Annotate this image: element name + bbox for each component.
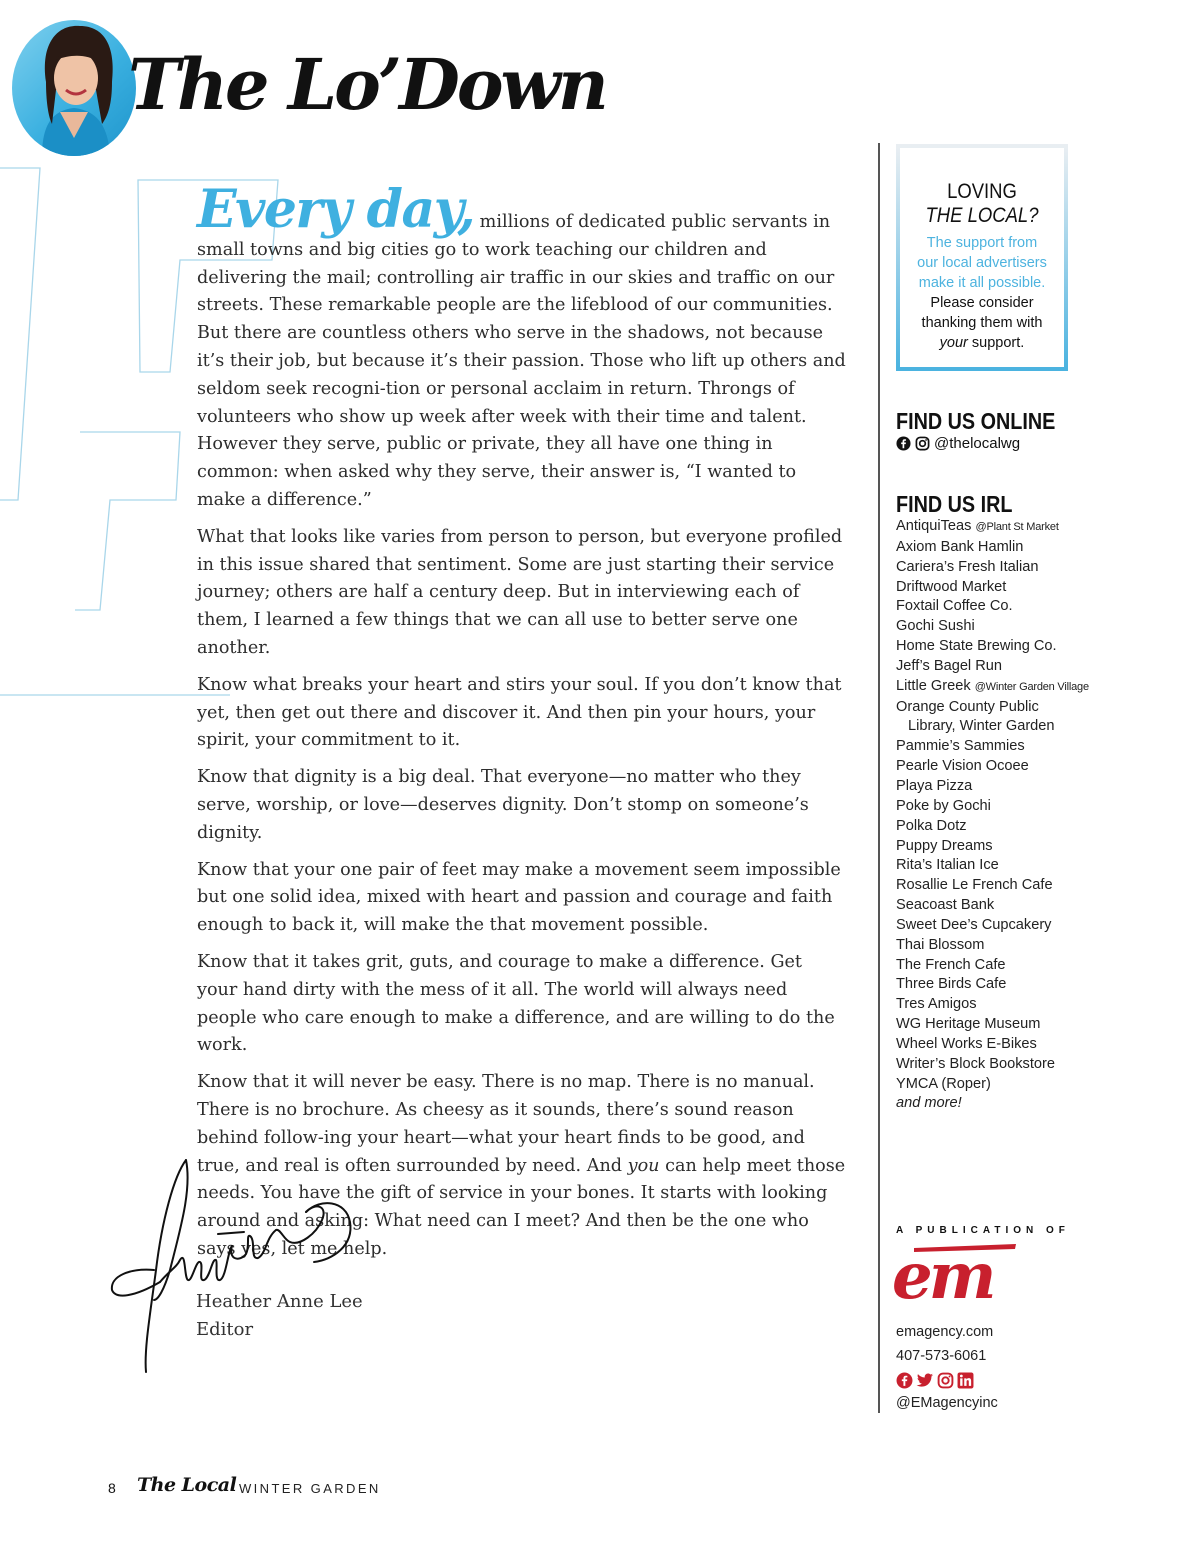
location-item: Axiom Bank Hamlin [896,538,1024,555]
online-handle[interactable]: @thelocalwg [934,435,1021,452]
location-more: and more! [896,1095,962,1112]
paragraph-4: Know what breaks your heart and stirs your soul. If you don’t know that yet, then get out there and discover it. And then pin your hours, your spirit, your commitment to it. [197,674,842,751]
editor-avatar [12,20,136,156]
location-item: Thai Blossom [896,936,985,953]
promo-heading-line2: THE LOCAL? [925,204,1039,227]
paragraph-7: Know that it takes grit, guts, and courage to make a difference. Get your hand dirty with the mess of it all. The world will always need people who care enough to make a difference, and are willing to do the work. [197,951,835,1056]
location-item: Little Greek @Winter Garden Village [896,677,1089,694]
location-item: WG Heritage Museum [896,1016,1041,1033]
em-logo-text: em [892,1240,993,1304]
location-item: Rita’s Italian Ice [896,857,999,874]
paragraph-3: What that looks like varies from person to person, but everyone profiled in this issue shared that sentiment. Some are just starting their service journey; others are half a century deep. But in interviewing each of them, I learned a few things that we can all use to better serve one another. [197,526,843,658]
location-item: Driftwood Market [896,578,1007,595]
instagram-icon[interactable] [915,436,930,451]
lead-words: Every day, [197,179,475,240]
editor-name: Heather Anne Lee [196,1291,363,1312]
signoff-block [196,1288,363,1344]
location-item: Pammie’s Sammies [896,738,1025,755]
find-us-online [896,408,1081,452]
location-item: YMCA (Roper) [896,1075,991,1092]
find-us-irl [896,491,1031,517]
publisher-phone: 407-573-6061 [896,1348,987,1364]
column-divider [878,143,880,1413]
footer-brand: The Local [137,1474,237,1496]
location-note: @Plant St Market [975,521,1059,533]
location-note: @Winter Garden Village [974,680,1089,693]
location-item: Puppy Dreams [896,837,993,854]
loving-the-local-box [896,144,1068,371]
find-us-irl-heading: FIND US IRL [896,491,1013,517]
location-item: Sweet Dee’s Cupcakery [896,916,1052,933]
location-item: The French Cafe [896,956,1006,973]
online-social-row [896,435,1081,452]
promo-dark-text: Please consider thanking them with your support. [921,295,1043,351]
location-item: Writer’s Block Bookstore [896,1055,1055,1072]
footer-town: WINTER GARDEN [239,1481,381,1496]
facebook-icon[interactable] [896,1372,913,1389]
paragraph-1 [197,179,847,431]
publication-of-label: A PUBLICATION OF [896,1225,1070,1236]
location-item: Orange County Public [896,698,1039,715]
location-item: Gochi Sushi [896,618,975,635]
location-item: Polka Dotz [896,817,967,834]
paragraph-5: Know that dignity is a big deal. That everyone—no matter who they serve, worship, or love—deserves dignity. Don’t stomp on someone’s dignity. [197,767,809,843]
editor-letter [197,179,847,1273]
publisher-website[interactable]: emagency.com [896,1324,994,1340]
location-item: Rosallie Le French Cafe [896,877,1053,894]
location-list [896,517,1089,1114]
paragraph-6: Know that your one pair of feet may make a movement seem impossible but one solid idea, mixed with heart and passion and courage and faith enough to back it, will make the that movement possible. [197,859,841,936]
location-item: Home State Brewing Co. [896,638,1057,655]
location-item: Seacoast Bank [896,897,995,914]
find-us-online-heading: FIND US ONLINE [896,408,1056,434]
editor-role: Editor [196,1319,254,1340]
paragraph-1-text: millions of dedicated public servants in small towns and big cities go to work teaching our children and delivering the mail; controlling air traffic in our skies and traffic on our streets. These remarkable people are the lifeblood of our communities. But there are countless others who serve in the shadows, not because it’s their job, but because it’s their passion. Those who lift up others and seldom seek recogni-tion or personal acclaim in return. Throngs of volunteers who show up week after week with their time and talent. [197,212,846,427]
location-item: Foxtail Coffee Co. [896,598,1013,615]
promo-heading-line1: LOVING [947,180,1017,203]
location-item: Wheel Works E-Bikes [896,1035,1037,1052]
linkedin-icon[interactable] [957,1372,974,1389]
twitter-icon[interactable] [916,1372,934,1389]
publisher-handle[interactable]: @EMagencyinc [896,1395,998,1411]
location-item: Pearle Vision Ocoee [896,758,1029,775]
paragraph-2: However they serve, public or private, they all have one thing in common: when asked why they serve, their answer is, “I wanted to make a difference.” [197,434,797,510]
location-item: Poke by Gochi [896,797,991,814]
publisher-social-icons [896,1372,974,1389]
location-item: Three Birds Cafe [896,976,1007,993]
masthead-title: The Lo’Down [128,43,606,126]
editor-signature [100,1150,370,1380]
location-item: Library, Winter Garden [908,718,1055,735]
location-item: AntiquiTeas @Plant St Market [896,518,1059,534]
page-number: 8 [108,1480,116,1496]
paragraph-8: Know that it will never be easy. There is no map. There is no manual. There is no brochure. As cheesy as it sounds, there’s sound reason behind follow-ing your heart—what your heart finds to be good, and true, and real is often surrounded by need. And you can help meet those needs. You have the gift of service in your bones. It starts with looking around and asking: What need can I meet? And then be the one who says yes, let me help. [197,1072,846,1259]
promo-blue-text: The support from our local advertisers make it all possible. [917,235,1047,291]
location-item: Tres Amigos [896,996,977,1013]
location-item: Playa Pizza [896,777,973,794]
instagram-icon[interactable] [937,1372,954,1389]
facebook-icon[interactable] [896,436,911,451]
em-agency-logo [892,1240,1022,1304]
location-item: Jeff’s Bagel Run [896,657,1003,674]
location-item: Cariera’s Fresh Italian [896,558,1039,575]
